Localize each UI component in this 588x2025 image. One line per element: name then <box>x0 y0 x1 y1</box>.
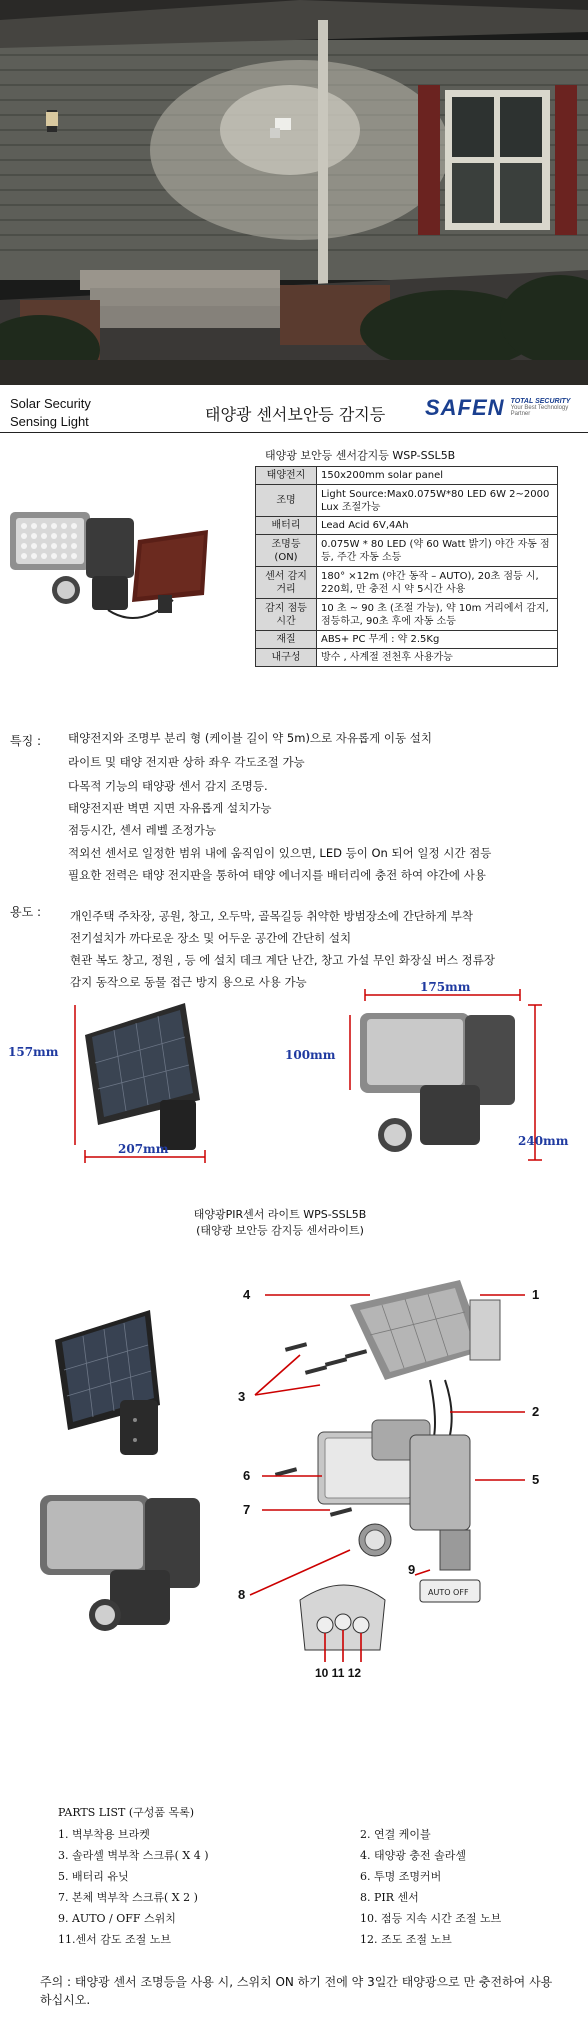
exploded-parts-diagram <box>0 1270 588 1760</box>
logo-tagline-1: TOTAL SECURITY <box>510 398 571 405</box>
callout-10-11-12: 10 11 12 <box>315 1666 362 1680</box>
logo-tagline-2: Your Best Technology Partner <box>510 405 569 417</box>
panel-width-label: 207mm <box>118 1142 169 1156</box>
spec-row <box>256 567 558 599</box>
spec-value: 180° ×12m (야간 동작 – AUTO), 20초 점등 시, 220회, 만 충전 시 약 5시간 사용 <box>317 567 558 599</box>
callout-2: 2 <box>532 1404 540 1419</box>
spec-key: 재질 <box>256 631 317 649</box>
spec-row <box>256 649 558 667</box>
caption-line-2: (태양광 보안등 감지등 센서라이트) <box>196 1224 364 1237</box>
usage-line: 전기설치가 까다로운 장소 및 어두운 공간에 간단히 설치 <box>70 931 352 945</box>
parts-item: 3. 솔라셀 벽부착 스크류( X 4 ) <box>58 1849 209 1862</box>
hero-house-photo <box>0 0 588 385</box>
parts-item: 2. 연결 케이블 <box>360 1828 431 1841</box>
spec-row <box>256 467 558 485</box>
features-label: 특징 : <box>10 734 42 748</box>
parts-item: 10. 점등 지속 시간 조절 노브 <box>360 1912 502 1925</box>
spec-value: Light Source:Max0.075W*80 LED 6W 2~2000 Lux 조절가능 <box>317 485 558 517</box>
spec-row <box>256 535 558 567</box>
spec-value: 10 초 ~ 90 초 (조절 가능), 약 10m 거리에서 감지, 점등하고, 90초 후에 자동 소등 <box>317 599 558 631</box>
feature-line: 라이트 및 태양 전지판 상하 좌우 각도조절 가능 <box>68 755 305 769</box>
parts-item: 8. PIR 센서 <box>360 1891 419 1904</box>
usage-line: 개인주택 주차장, 공원, 창고, 오두막, 골목길등 취약한 방범장소에 간단하게 부착 <box>70 909 474 923</box>
spec-key: 태양전지 <box>256 467 317 485</box>
spec-value: 0.075W * 80 LED (약 60 Watt 밝기) 야간 자동 점등, 주간 자동 소등 <box>317 535 558 567</box>
spec-row <box>256 631 558 649</box>
callout-7: 7 <box>243 1502 251 1517</box>
callout-1: 1 <box>532 1287 540 1302</box>
callout-9: 9 <box>408 1562 416 1577</box>
spec-key: 조명 <box>256 485 317 517</box>
parts-item: 4. 태양광 충전 솔라셀 <box>360 1849 466 1862</box>
spec-key: 배터리 <box>256 517 317 535</box>
subtitle-line-1: Solar Security <box>10 396 91 411</box>
parts-item: 5. 배터리 유닛 <box>58 1870 129 1883</box>
spec-key: 센서 감지 거리 <box>256 567 317 599</box>
header-divider <box>0 432 588 433</box>
dimension-drawing <box>0 985 588 1165</box>
panel-height-label: 157mm <box>8 1045 59 1059</box>
spec-value: 150x200mm solar panel <box>317 467 558 485</box>
logo-word: SAFEN <box>425 395 505 420</box>
light-height-label: 100mm <box>285 1048 336 1062</box>
usage-line: 감지 동작으로 동물 접근 방지 용으로 사용 가능 <box>70 975 307 989</box>
usage-line: 현관 복도 창고, 정원 , 등 에 설치 데크 계단 난간, 창고 가설 무인 화장실 버스 정류장 <box>70 953 495 967</box>
usage-label: 용도 : <box>10 905 42 919</box>
product-subtitle <box>10 395 91 431</box>
caution-note: 주의 : 태양광 센서 조명등을 사용 시, 스위치 ON 하기 전에 약 3일간 태양광으로 만 충전하여 사용하십시오. <box>40 1975 553 2007</box>
feature-line: 필요한 전력은 태양 전지판을 통하여 태양 에너지를 배터리에 충전 하여 야간에 사용 <box>68 868 486 882</box>
callout-3: 3 <box>238 1389 246 1404</box>
caption-line-1: 태양광PIR센서 라이트 WPS-SSL5B <box>193 1208 367 1221</box>
spec-value: ABS+ PC 무게 : 약 2.5Kg <box>317 631 558 649</box>
subtitle-line-2: Sensing Light <box>10 414 89 429</box>
spec-key: 조명등 (ON) <box>256 535 317 567</box>
spec-row <box>256 485 558 517</box>
feature-line: 다목적 기능의 태양광 센서 감지 조명등. <box>68 779 268 793</box>
parts-item: 9. AUTO / OFF 스위치 <box>58 1912 176 1925</box>
callout-5: 5 <box>532 1472 540 1487</box>
parts-item: 6. 투명 조명커버 <box>360 1870 442 1883</box>
callout-6: 6 <box>243 1468 251 1483</box>
spec-row <box>256 599 558 631</box>
feature-line: 점등시간, 센서 레벨 조정가능 <box>68 823 216 837</box>
page-title: 태양광 센서보안등 감지등 <box>205 405 386 424</box>
brand-logo <box>425 395 588 421</box>
spec-value: Lead Acid 6V,4Ah <box>317 517 558 535</box>
parts-list-title: PARTS LIST (구성품 목록) <box>58 1806 195 1819</box>
spec-title: 태양광 보안등 센서감지등 WSP-SSL5B <box>265 449 456 462</box>
product-photo <box>8 490 256 640</box>
feature-line: 적외선 센서로 일정한 범위 내에 움직임이 있으면, LED 등이 On 되어 일정 시간 점등 <box>68 846 492 860</box>
switch-label: AUTO OFF <box>428 1588 469 1597</box>
callout-8: 8 <box>238 1587 246 1602</box>
parts-item: 11.센서 감도 조절 노브 <box>58 1933 171 1946</box>
feature-line: 태양전지판 벽면 지면 자유롭게 설치가능 <box>68 801 272 815</box>
spec-row <box>256 517 558 535</box>
parts-item: 1. 벽부착용 브라켓 <box>58 1828 150 1841</box>
product-caption <box>130 1206 430 1238</box>
feature-line: 태양전지와 조명부 분리 형 (케이블 길이 약 5m)으로 자유롭게 이동 설치 <box>68 731 432 745</box>
callout-4: 4 <box>243 1287 251 1302</box>
spec-table <box>255 466 558 667</box>
parts-item: 12. 조도 조절 노브 <box>360 1933 452 1946</box>
spec-key: 내구성 <box>256 649 317 667</box>
light-total-height-label: 240mm <box>518 1134 569 1148</box>
spec-value: 방수 , 사계절 전천후 사용가능 <box>317 649 558 667</box>
light-width-label: 175mm <box>420 980 471 994</box>
spec-key: 감지 점등 시간 <box>256 599 317 631</box>
parts-item: 7. 본체 벽부착 스크류( X 2 ) <box>58 1891 198 1904</box>
